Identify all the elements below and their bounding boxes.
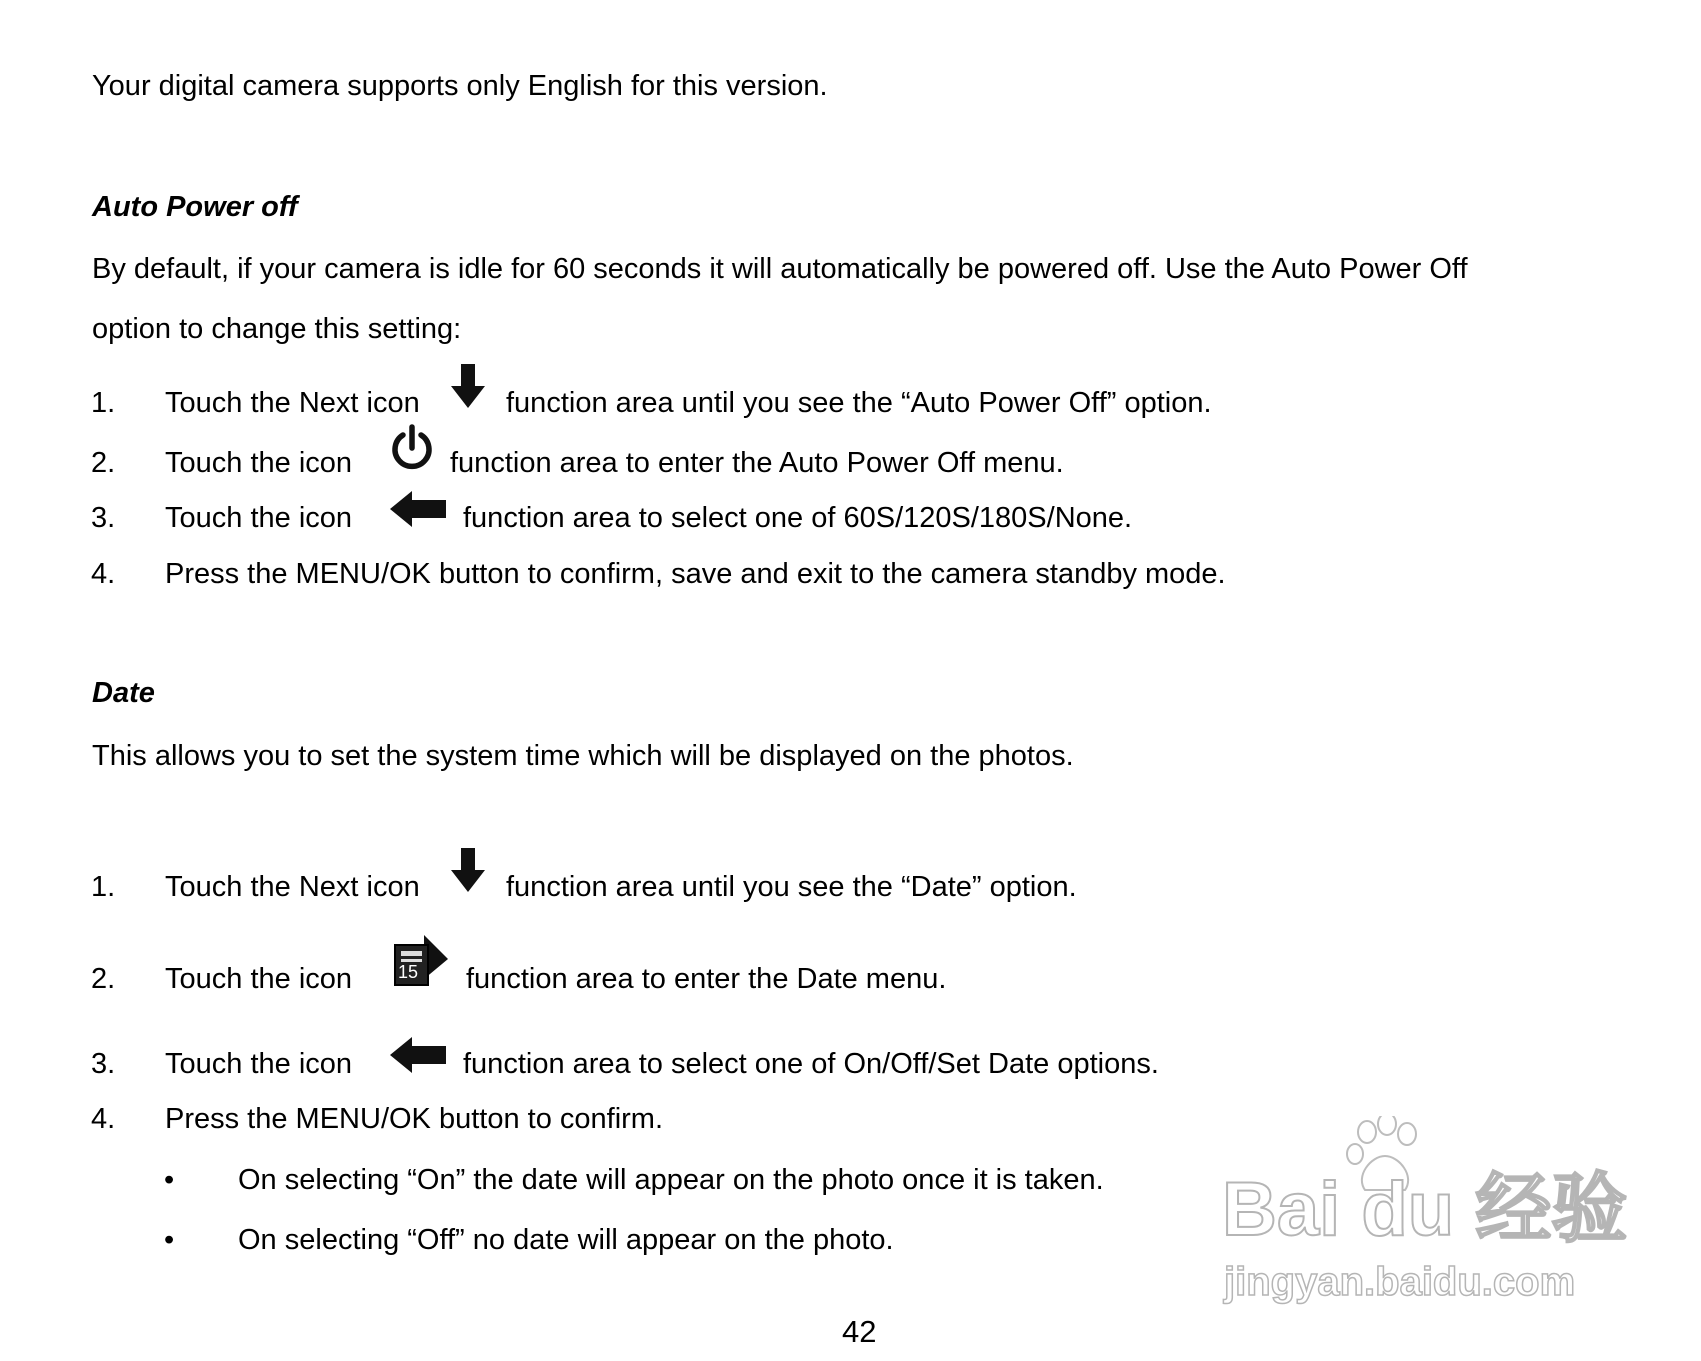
auto-power-off-paragraph-line2: option to change this setting: [92, 313, 462, 345]
step-text: Touch the Next icon [165, 871, 420, 903]
power-icon [388, 424, 436, 472]
date-paragraph: This allows you to set the system time which will be displayed on the photos. [92, 740, 1074, 772]
bullet-dot: • [164, 1164, 175, 1196]
watermark-brand: Bai du 经验 [1222, 1167, 1628, 1252]
section-heading-auto-power-off: Auto Power off [92, 191, 298, 223]
step-text: function area to enter the Auto Power Off menu. [450, 447, 1064, 479]
bullet-dot: • [164, 1224, 175, 1256]
step-text: Press the MENU/OK button to confirm, save and exit to the camera standby mode. [165, 558, 1226, 590]
step-text: function area to enter the Date menu. [466, 963, 947, 995]
auto-power-off-paragraph-line1: By default, if your camera is idle for 60 seconds it will automatically be powered off. Use the Auto Power Off [92, 253, 1468, 285]
calendar-icon [392, 935, 452, 991]
watermark-url: jingyan.baidu.com [1224, 1260, 1576, 1304]
step-number: 3. [91, 1048, 116, 1080]
step-text: function area until you see the “Date” option. [506, 871, 1077, 903]
step-text: Touch the icon [165, 447, 353, 479]
step-text: function area to select one of 60S/120S/180S/None. [463, 502, 1133, 534]
calendar-icon-label: 15 [398, 962, 419, 982]
step-text: function area until you see the “Auto Power Off” option. [506, 387, 1212, 419]
step-text: function area to select one of On/Off/Set Date options. [463, 1048, 1159, 1080]
step-number: 2. [91, 447, 116, 479]
down-arrow-icon [450, 848, 486, 894]
step-text: Touch the icon [165, 963, 353, 995]
step-text: Press the MENU/OK button to confirm. [165, 1103, 664, 1135]
down-arrow-icon [450, 364, 486, 410]
step-number: 2. [91, 963, 116, 995]
page-number: 42 [842, 1314, 877, 1349]
step-number: 1. [91, 387, 116, 419]
step-text: Touch the Next icon [165, 387, 420, 419]
step-text: Touch the icon [165, 1048, 353, 1080]
intro-text: Your digital camera supports only English for this version. [92, 70, 828, 102]
step-number: 4. [91, 558, 116, 590]
left-arrow-icon [390, 1037, 448, 1075]
bullet-text: On selecting “On” the date will appear on the photo once it is taken. [238, 1164, 1104, 1196]
left-arrow-icon [390, 491, 448, 529]
step-text: Touch the icon [165, 502, 353, 534]
step-number: 1. [91, 871, 116, 903]
bullet-text: On selecting “Off” no date will appear on the photo. [238, 1224, 894, 1256]
section-heading-date: Date [92, 677, 155, 709]
step-number: 3. [91, 502, 116, 534]
step-number: 4. [91, 1103, 116, 1135]
